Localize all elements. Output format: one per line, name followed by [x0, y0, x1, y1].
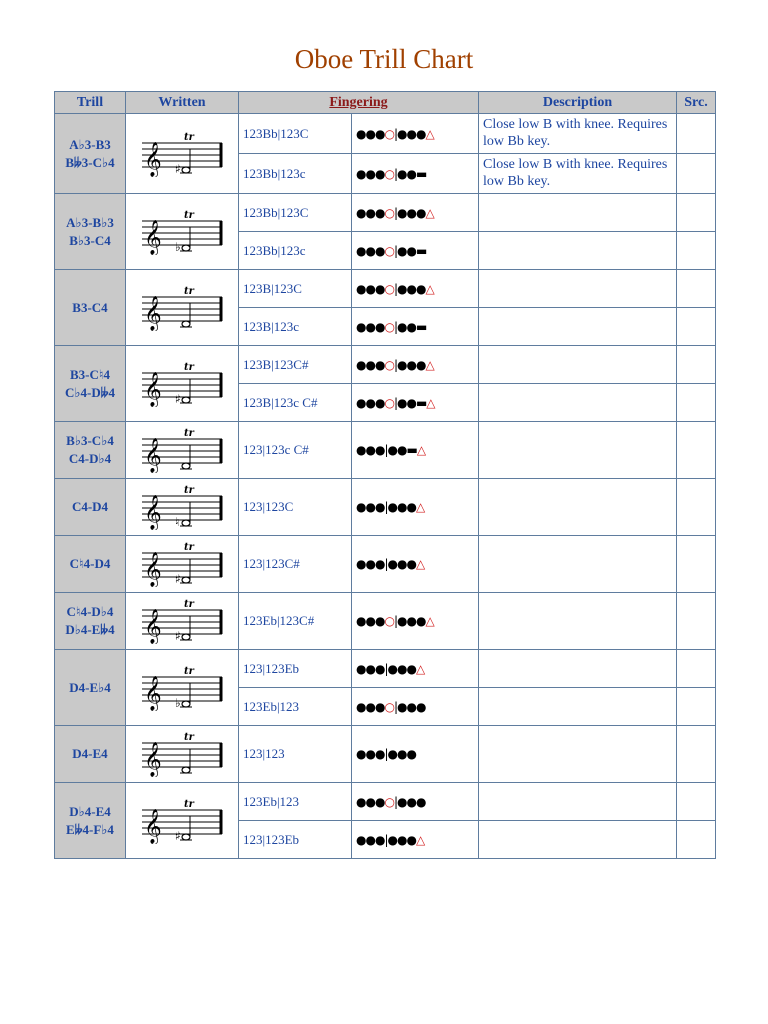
svg-text:tr: tr	[184, 798, 194, 810]
source-cell	[677, 821, 716, 859]
trill-label	[55, 726, 126, 783]
written-notation-cell	[126, 479, 239, 536]
fingering-diagram: ●●●|●●●	[356, 747, 416, 761]
staff-notation	[138, 209, 226, 255]
fingering-row	[55, 114, 716, 154]
written-notation-cell	[126, 536, 239, 593]
svg-text:𝄞: 𝄞	[144, 552, 162, 587]
svg-text:𝄞: 𝄞	[144, 609, 162, 644]
fingering-diagram-cell	[352, 479, 479, 536]
staff-notation	[138, 361, 226, 407]
svg-text:𝄞: 𝄞	[144, 141, 162, 177]
source-cell	[677, 536, 716, 593]
fingering-text: 123Eb|123	[239, 688, 352, 726]
description-cell	[479, 726, 677, 783]
header-trill: Trill	[55, 92, 126, 114]
description-cell	[479, 346, 677, 384]
fingering-text: 123|123Eb	[239, 650, 352, 688]
trill-label	[55, 593, 126, 650]
fingering-diagram: ●●●|●●▬△	[356, 443, 426, 457]
description-cell	[479, 384, 677, 422]
svg-text:tr: tr	[184, 361, 194, 373]
description-cell	[479, 821, 677, 859]
trill-label	[55, 650, 126, 726]
source-cell	[677, 650, 716, 688]
staff-notation	[138, 285, 226, 331]
svg-text:𝄞: 𝄞	[144, 675, 162, 711]
trill-line: C♭4-D𝄫4	[64, 384, 116, 400]
description-cell	[479, 270, 677, 308]
source-cell	[677, 384, 716, 422]
staff-notation	[138, 731, 226, 777]
svg-text:♯: ♯	[175, 391, 181, 406]
fingering-diagram-cell	[352, 114, 479, 154]
svg-text:♭: ♭	[175, 695, 181, 710]
svg-text:tr: tr	[184, 665, 194, 677]
fingering-text: 123Bb|123c	[239, 154, 352, 194]
svg-text:♯: ♯	[175, 828, 181, 843]
svg-text:♯: ♯	[175, 629, 181, 643]
svg-text:𝄞: 𝄞	[144, 438, 162, 473]
fingering-row	[55, 346, 716, 384]
fingering-row	[55, 726, 716, 783]
written-notation-cell	[126, 114, 239, 194]
trill-line: D♭4-E𝄫4	[65, 622, 115, 637]
source-cell	[677, 479, 716, 536]
trill-chart-table	[54, 91, 716, 859]
fingering-diagram: ●●●|●●●△	[356, 500, 425, 514]
header-written: Written	[126, 92, 239, 114]
fingering-diagram: ●●●○|●●●△	[356, 614, 434, 628]
fingering-diagram: ●●●○|●●▬	[356, 319, 427, 334]
description-cell: Close low B with knee. Requires low Bb key.	[479, 114, 677, 154]
fingering-diagram-cell	[352, 232, 479, 270]
trill-label	[55, 783, 126, 859]
description-cell	[479, 536, 677, 593]
fingering-row	[55, 536, 716, 593]
fingering-diagram: ●●●○|●●●△	[356, 126, 434, 141]
written-notation-cell	[126, 650, 239, 726]
svg-text:tr: tr	[184, 428, 194, 439]
fingering-diagram: ●●●|●●●△	[356, 832, 425, 847]
source-cell	[677, 346, 716, 384]
source-cell	[677, 194, 716, 232]
fingering-row	[55, 270, 716, 308]
staff-notation	[138, 484, 226, 530]
fingering-row	[55, 479, 716, 536]
fingering-text: 123B|123c	[239, 308, 352, 346]
svg-text:tr: tr	[184, 732, 194, 743]
trill-line: B3-C4	[72, 299, 108, 315]
header-source: Src.	[677, 92, 716, 114]
fingering-text: 123|123Eb	[239, 821, 352, 859]
trill-label	[55, 479, 126, 536]
written-notation-cell	[126, 593, 239, 650]
written-notation-cell	[126, 346, 239, 422]
svg-text:𝄞: 𝄞	[144, 742, 162, 777]
source-cell	[677, 593, 716, 650]
trill-line: B𝄫3-C♭4	[65, 154, 115, 170]
staff-notation	[138, 427, 226, 473]
trill-line: B3-C♮4	[69, 366, 111, 382]
written-notation-cell	[126, 783, 239, 859]
fingering-diagram: ●●●○|●●●	[356, 794, 426, 809]
svg-text:tr: tr	[184, 131, 194, 143]
svg-text:tr: tr	[184, 599, 194, 610]
fingering-diagram-cell	[352, 650, 479, 688]
fingering-text: 123Eb|123C#	[239, 593, 352, 650]
fingering-diagram: ●●●○|●●●△	[356, 357, 434, 372]
fingering-diagram-cell	[352, 422, 479, 479]
description-cell	[479, 194, 677, 232]
written-notation-cell	[126, 422, 239, 479]
fingering-diagram-cell	[352, 783, 479, 821]
fingering-diagram: ●●●○|●●▬	[356, 243, 427, 258]
description-cell	[479, 232, 677, 270]
fingering-diagram-cell	[352, 270, 479, 308]
fingering-text: 123|123c C#	[239, 422, 352, 479]
header-row	[55, 92, 716, 114]
fingering-diagram-cell	[352, 536, 479, 593]
svg-text:tr: tr	[184, 542, 194, 553]
fingering-text: 123Bb|123C	[239, 114, 352, 154]
fingering-diagram-cell	[352, 726, 479, 783]
svg-text:tr: tr	[184, 485, 194, 496]
fingering-diagram-cell	[352, 593, 479, 650]
trill-line: C♮4-D4	[69, 556, 111, 571]
trill-line: C4-D4	[71, 499, 109, 514]
fingering-diagram-cell	[352, 308, 479, 346]
header-description: Description	[479, 92, 677, 114]
trill-line: A♭3-B♭3	[66, 214, 114, 230]
svg-text:𝄞: 𝄞	[144, 495, 162, 530]
fingering-text: 123Eb|123	[239, 783, 352, 821]
trill-line: C♮4-D♭4	[66, 604, 114, 619]
trill-label	[55, 270, 126, 346]
trill-line: E𝄫4-F♭4	[66, 821, 114, 837]
description-cell	[479, 688, 677, 726]
trill-line: C4-D♭4	[68, 451, 112, 466]
trill-line: D♭4-E4	[69, 803, 111, 819]
fingering-diagram: ●●●○|●●▬	[356, 166, 427, 181]
source-cell	[677, 232, 716, 270]
svg-text:♮: ♮	[175, 515, 180, 529]
source-cell	[677, 688, 716, 726]
svg-text:𝄞: 𝄞	[144, 808, 162, 844]
fingering-text: 123|123	[239, 726, 352, 783]
fingering-diagram-cell	[352, 688, 479, 726]
fingering-text: 123B|123c C#	[239, 384, 352, 422]
fingering-text: 123|123C#	[239, 536, 352, 593]
description-cell	[479, 783, 677, 821]
trill-label	[55, 346, 126, 422]
source-cell	[677, 270, 716, 308]
written-notation-cell	[126, 726, 239, 783]
svg-text:♯: ♯	[175, 161, 181, 176]
svg-text:tr: tr	[184, 285, 194, 297]
svg-text:𝄞: 𝄞	[144, 295, 162, 331]
fingering-row	[55, 593, 716, 650]
fingering-diagram-cell	[352, 346, 479, 384]
trill-line: A♭3-B3	[69, 136, 111, 152]
source-cell	[677, 422, 716, 479]
header-fingering: Fingering	[239, 92, 479, 114]
fingering-diagram: ●●●○|●●●△	[356, 205, 434, 220]
fingering-text: 123Bb|123c	[239, 232, 352, 270]
svg-text:𝄞: 𝄞	[144, 219, 162, 255]
fingering-diagram: ●●●○|●●●△	[356, 281, 434, 296]
fingering-row	[55, 650, 716, 688]
description-cell: Close low B with knee. Requires low Bb key.	[479, 154, 677, 194]
trill-label	[55, 422, 126, 479]
fingering-diagram-cell	[352, 821, 479, 859]
fingering-text: 123Bb|123C	[239, 194, 352, 232]
fingering-row	[55, 194, 716, 232]
staff-notation	[138, 541, 226, 587]
description-cell	[479, 308, 677, 346]
source-cell	[677, 308, 716, 346]
description-cell	[479, 479, 677, 536]
svg-text:𝄞: 𝄞	[144, 371, 162, 407]
description-cell	[479, 650, 677, 688]
fingering-diagram: ●●●|●●●△	[356, 661, 425, 676]
svg-text:♭: ♭	[175, 239, 181, 254]
fingering-diagram: ●●●○|●●▬△	[356, 395, 435, 410]
source-cell	[677, 154, 716, 194]
written-notation-cell	[126, 194, 239, 270]
trill-label	[55, 194, 126, 270]
fingering-diagram: ●●●○|●●●	[356, 699, 426, 714]
trill-label	[55, 536, 126, 593]
source-cell	[677, 114, 716, 154]
svg-text:tr: tr	[184, 209, 194, 221]
trill-line: D4-E4	[72, 746, 108, 761]
staff-notation	[138, 665, 226, 711]
fingering-diagram-cell	[352, 154, 479, 194]
written-notation-cell	[126, 270, 239, 346]
trill-line: D4-E♭4	[69, 679, 111, 695]
fingering-text: 123B|123C	[239, 270, 352, 308]
trill-line: B♭3-C4	[69, 232, 111, 248]
staff-notation	[138, 131, 226, 177]
fingering-row	[55, 422, 716, 479]
fingering-diagram: ●●●|●●●△	[356, 557, 425, 571]
staff-notation	[138, 598, 226, 644]
fingering-text: 123B|123C#	[239, 346, 352, 384]
trill-label	[55, 114, 126, 194]
fingering-diagram-cell	[352, 194, 479, 232]
fingering-row	[55, 783, 716, 821]
description-cell	[479, 422, 677, 479]
description-cell	[479, 593, 677, 650]
source-cell	[677, 783, 716, 821]
fingering-text: 123|123C	[239, 479, 352, 536]
source-cell	[677, 726, 716, 783]
fingering-diagram-cell	[352, 384, 479, 422]
trill-line: B♭3-C♭4	[66, 433, 114, 448]
staff-notation	[138, 798, 226, 844]
page-title: Oboe Trill Chart	[294, 44, 474, 74]
svg-text:♯: ♯	[175, 572, 181, 586]
